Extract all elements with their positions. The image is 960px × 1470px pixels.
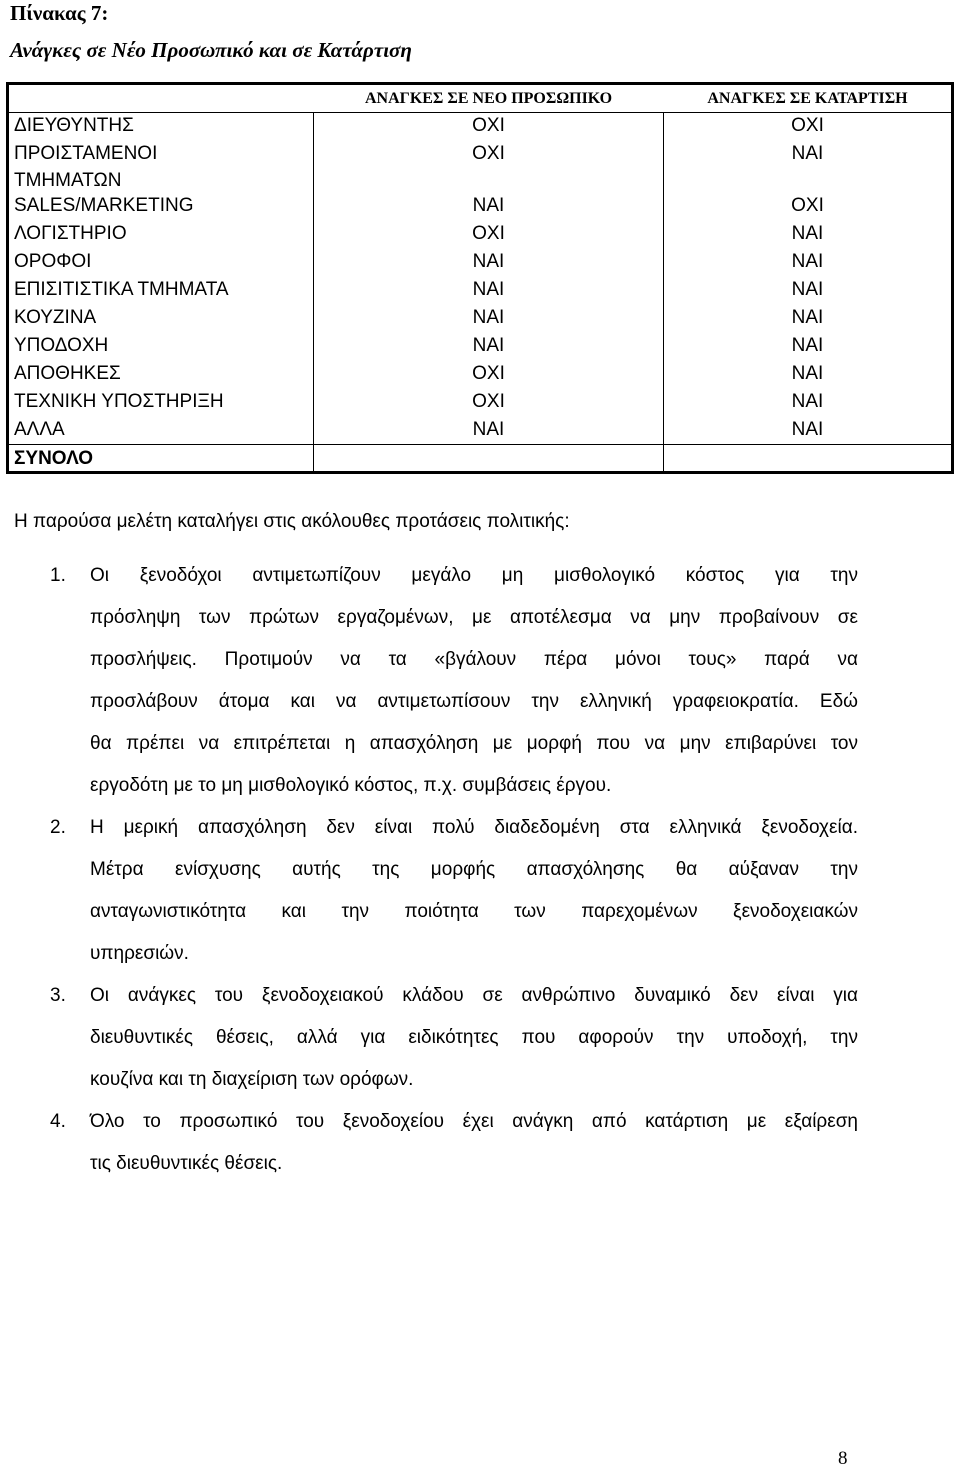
personnel-need-cell: ΟΧΙ bbox=[472, 115, 505, 136]
personnel-need-cell: ΝΑΙ bbox=[472, 307, 505, 328]
personnel-need-cell: ΟΧΙ bbox=[472, 391, 505, 412]
list-item-line: θα πρέπει να επιτρέπεται η απασχόληση με μορφή που να μην επιβαρύνει τον bbox=[90, 733, 858, 754]
total-label: ΣΥΝΟΛΟ bbox=[14, 448, 94, 469]
list-item-line: τις διευθυντικές θέσεις. bbox=[90, 1153, 283, 1174]
row-label: ΑΛΛΑ bbox=[14, 419, 65, 440]
list-item-line: Η μερική απασχόληση δεν είναι πολύ διαδεδομένη στα ελληνικά ξενοδοχεία. bbox=[90, 817, 858, 838]
header-personnel: ΑΝΑΓΚΕΣ ΣΕ ΝΕΟ ΠΡΟΣΩΠΙΚΟ bbox=[364, 90, 613, 107]
training-need-cell: ΝΑΙ bbox=[791, 363, 824, 384]
list-item-number: 3. bbox=[50, 985, 66, 1006]
list-item-line: πρόσληψη των πρώτων εργαζομένων, με αποτέλεσμα να μην προβαίνουν σε bbox=[90, 607, 858, 628]
training-need-cell: ΝΑΙ bbox=[791, 143, 824, 164]
list-item-line: Οι ανάγκες του ξενοδοχειακού κλάδου σε ανθρώπινο δυναμικό δεν είναι για bbox=[90, 985, 858, 1006]
personnel-need-cell: ΟΧΙ bbox=[472, 143, 505, 164]
personnel-need-cell: ΝΑΙ bbox=[472, 419, 505, 440]
header-training: ΑΝΑΓΚΕΣ ΣΕ ΚΑΤΑΡΤΙΣΗ bbox=[707, 90, 908, 107]
training-need-cell: ΝΑΙ bbox=[791, 279, 824, 300]
training-need-cell: ΝΑΙ bbox=[791, 307, 824, 328]
row-label: ΥΠΟΔΟΧΗ bbox=[14, 335, 109, 356]
table-title: Πίνακας 7: bbox=[10, 1, 109, 25]
training-need-cell: ΝΑΙ bbox=[791, 251, 824, 272]
personnel-need-cell: ΝΑΙ bbox=[472, 195, 505, 216]
list-item-line: προσλήψεις. Προτιμούν να τα «βγάλουν πέρα μόνοι τους» παρά να bbox=[90, 649, 858, 670]
row-label: ΔΙΕΥΘΥΝΤΗΣ bbox=[14, 115, 134, 136]
list-item-number: 2. bbox=[50, 817, 66, 838]
list-item-line: Μέτρα ενίσχυσης αυτής της μορφής απασχόλησης θα αύξαναν την bbox=[90, 859, 858, 880]
row-label: ΛΟΓΙΣΤΗΡΙΟ bbox=[14, 223, 127, 244]
list-item-line: Όλο το προσωπικό του ξενοδοχείου έχει ανάγκη από κατάρτιση με εξαίρεση bbox=[90, 1111, 858, 1132]
row-label: ΠΡΟΙΣΤΑΜΕΝΟΙ bbox=[14, 143, 158, 164]
list-item-line: εργοδότη με το μη μισθολογικό κόστος, π.χ. συμβάσεις έργου. bbox=[90, 775, 612, 796]
list-item-line: διευθυντικές θέσεις, αλλά για ειδικότητες που αφορούν την υποδοχή, την bbox=[90, 1027, 858, 1048]
row-label-continued: ΤΜΗΜΑΤΩΝ bbox=[14, 170, 122, 191]
row-label: ΕΠΙΣΙΤΙΣΤΙΚΑ ΤΜΗΜΑΤΑ bbox=[14, 279, 229, 300]
training-need-cell: ΝΑΙ bbox=[791, 391, 824, 412]
list-item-line: ανταγωνιστικότητα και την ποιότητα των παρεχομένων ξενοδοχειακών bbox=[90, 901, 858, 922]
intro-text: Η παρούσα μελέτη καταλήγει στις ακόλουθες προτάσεις πολιτικής: bbox=[14, 511, 570, 532]
list-item-line: Οι ξενοδόχοι αντιμετωπίζουν μεγάλο μη μισθολογικό κόστος για την bbox=[90, 565, 858, 586]
training-need-cell: ΟΧΙ bbox=[791, 195, 824, 216]
row-label: ΟΡΟΦΟΙ bbox=[14, 251, 92, 272]
training-need-cell: ΝΑΙ bbox=[791, 223, 824, 244]
table-subtitle: Ανάγκες σε Νέο Προσωπικό και σε Κατάρτιση bbox=[10, 38, 412, 62]
row-label: ΑΠΟΘΗΚΕΣ bbox=[14, 363, 121, 384]
training-need-cell: ΝΑΙ bbox=[791, 419, 824, 440]
personnel-need-cell: ΟΧΙ bbox=[472, 223, 505, 244]
row-label: ΤΕΧΝΙΚΗ ΥΠΟΣΤΗΡΙΞΗ bbox=[14, 391, 224, 412]
list-item-number: 1. bbox=[50, 565, 66, 586]
personnel-need-cell: ΝΑΙ bbox=[472, 279, 505, 300]
training-need-cell: ΝΑΙ bbox=[791, 335, 824, 356]
list-item-line: υπηρεσιών. bbox=[90, 943, 189, 964]
list-item-line: κουζίνα και τη διαχείριση των ορόφων. bbox=[90, 1069, 414, 1090]
personnel-need-cell: ΝΑΙ bbox=[472, 251, 505, 272]
list-item-number: 4. bbox=[50, 1111, 66, 1132]
row-label: SALES/MARKETING bbox=[14, 195, 194, 216]
needs-table bbox=[6, 82, 954, 474]
header-rule bbox=[6, 112, 954, 113]
training-need-cell: ΟΧΙ bbox=[791, 115, 824, 136]
page-number: 8 bbox=[838, 1448, 848, 1469]
list-item-line: προσλάβουν άτομα και να αντιμετωπίσουν την ελληνική γραφειοκρατία. Εδώ bbox=[90, 691, 858, 712]
personnel-need-cell: ΝΑΙ bbox=[472, 335, 505, 356]
row-label: ΚΟΥΖΙΝΑ bbox=[14, 307, 97, 328]
personnel-need-cell: ΟΧΙ bbox=[472, 363, 505, 384]
total-rule bbox=[6, 444, 954, 445]
